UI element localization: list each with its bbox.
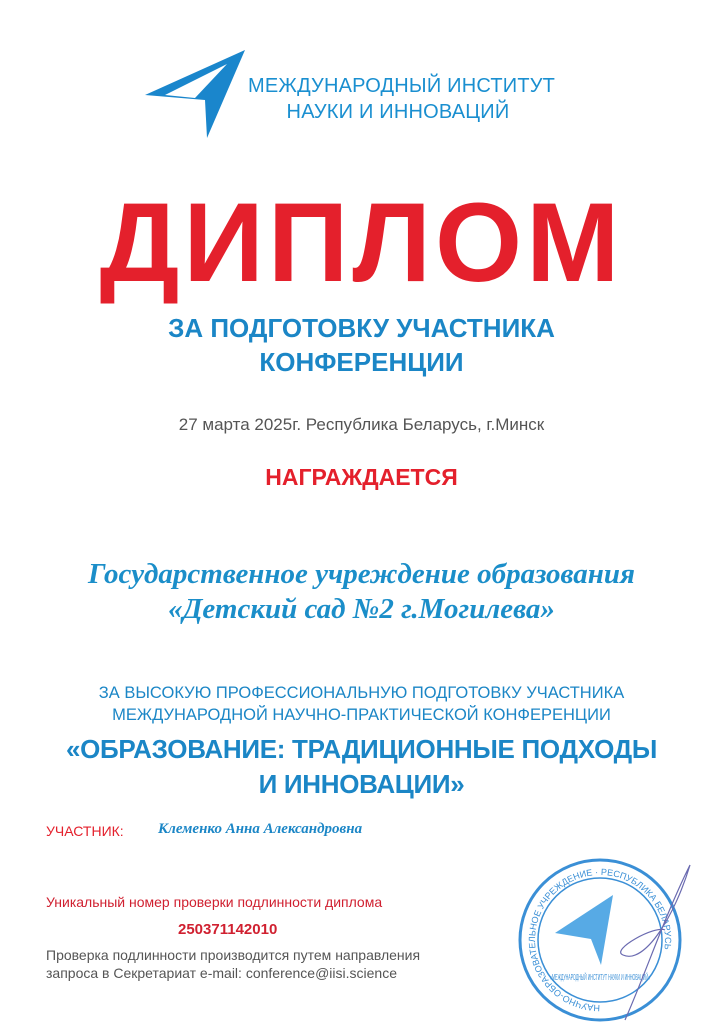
subtitle-line1: ЗА ПОДГОТОВКУ УЧАСТНИКА <box>168 313 555 343</box>
conference-line2: И ИННОВАЦИИ» <box>258 769 465 799</box>
institute-name-line2: НАУКИ И ИННОВАЦИЙ <box>286 101 510 123</box>
verification-line2: запроса в Секретариат e-mail: conference@iisi.science <box>46 965 397 981</box>
stamp-center-text: «МЕЖДУНАРОДНЫЙ ИНСТИТУТ НАУКИ И ИННОВАЦИЙ» <box>550 973 651 982</box>
awarded-heading: НАГРАЖДАЕТСЯ <box>265 464 458 490</box>
unique-number: 250371142010 <box>178 921 278 938</box>
diploma-title: ДИПЛОМ <box>99 180 624 305</box>
reason-line2: МЕЖДУНАРОДНОЙ НАУЧНО-ПРАКТИЧЕСКОЙ КОНФЕРЕНЦИИ <box>112 706 611 724</box>
recipient-line1: Государственное учреждение образования <box>88 558 635 590</box>
participant-label: УЧАСТНИК: <box>46 823 124 839</box>
recipient-line2: «Детский сад №2 г.Могилева» <box>168 593 555 625</box>
institute-name-line1: МЕЖДУНАРОДНЫЙ ИНСТИТУТ <box>248 75 556 97</box>
stamp-seal-icon <box>505 855 695 1024</box>
verification-note <box>46 946 420 982</box>
date-place: 27 марта 2025г. Республика Беларусь, г.Минск <box>178 415 545 434</box>
reason-line1: ЗА ВЫСОКУЮ ПРОФЕССИОНАЛЬНУЮ ПОДГОТОВКУ УЧАСТНИКА <box>98 684 625 702</box>
participant-name: Клеменко Анна Александровна <box>158 821 363 837</box>
verification-line1: Проверка подлинности производится путем направления <box>46 947 421 963</box>
stamp-ring-text: НАУЧНО-ОБРАЗОВАТЕЛЬНОЕ УЧРЕЖДЕНИЕ · РЕСПУБЛИКА БЕЛАРУСЬ <box>527 866 674 1014</box>
paper-plane-logo-icon <box>145 50 245 140</box>
conference-line1: «ОБРАЗОВАНИЕ: ТРАДИЦИОННЫЕ ПОДХОДЫ <box>65 734 658 764</box>
subtitle-line2: КОНФЕРЕНЦИИ <box>259 347 464 377</box>
unique-number-label: Уникальный номер проверки подлинности диплома <box>46 894 383 910</box>
